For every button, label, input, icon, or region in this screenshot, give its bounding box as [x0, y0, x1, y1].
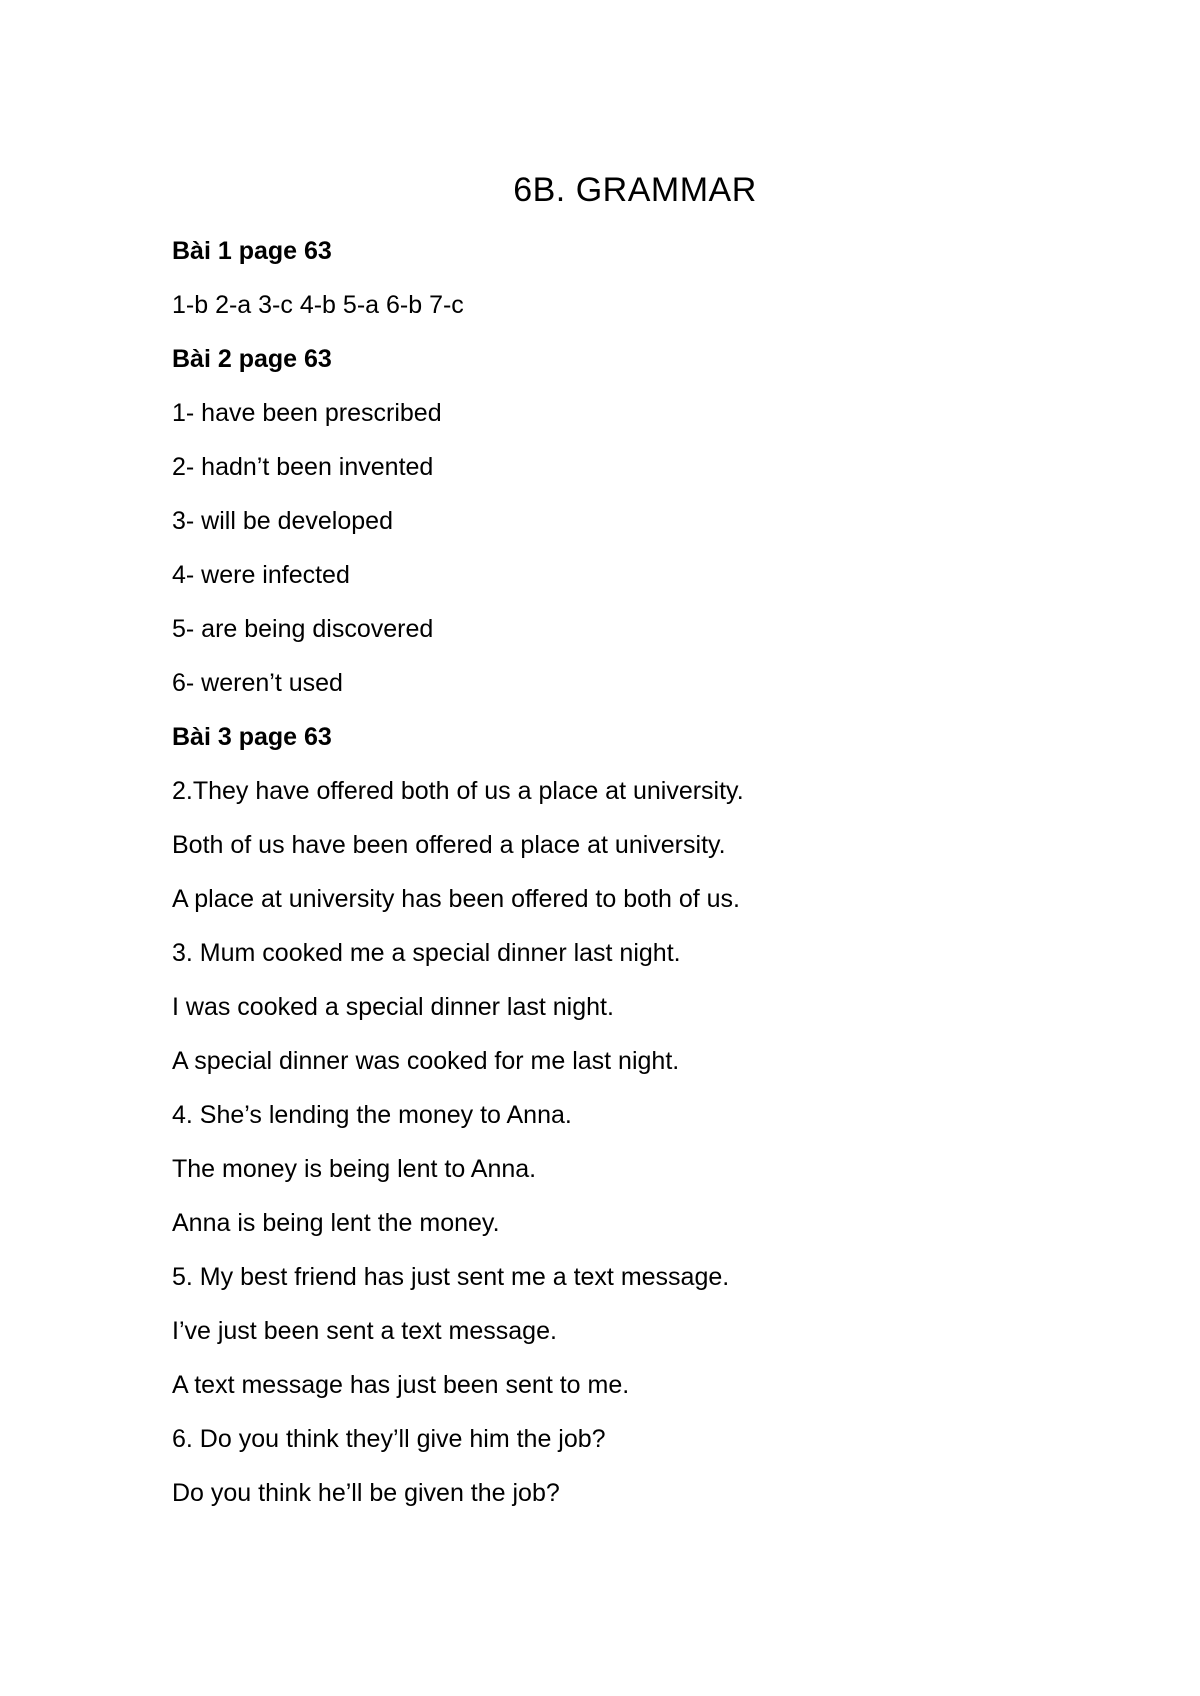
exercise-2-answer: 6- weren’t used [172, 669, 343, 697]
exercise-3-line: A text message has just been sent to me. [172, 1371, 630, 1399]
exercise-3-line: The money is being lent to Anna. [172, 1155, 537, 1183]
exercise-3-line: I was cooked a special dinner last night. [172, 993, 614, 1021]
page-title: 6B. GRAMMAR [513, 171, 757, 209]
exercise-3-line: 4. She’s lending the money to Anna. [172, 1101, 572, 1129]
exercise-3-line: Do you think he’ll be given the job? [172, 1479, 560, 1507]
exercise-3-line: Both of us have been offered a place at university. [172, 831, 726, 859]
exercise-2-answer: 5- are being discovered [172, 615, 434, 643]
exercise-1-answers: 1-b 2-a 3-c 4-b 5-a 6-b 7-c [172, 291, 464, 319]
exercise-1-heading: Bài 1 page 63 [172, 237, 332, 265]
exercise-3-line: 5. My best friend has just sent me a text message. [172, 1263, 730, 1291]
exercise-3-line: I’ve just been sent a text message. [172, 1317, 557, 1345]
exercise-2-answer: 3- will be developed [172, 507, 393, 535]
exercise-3-heading: Bài 3 page 63 [172, 723, 332, 751]
exercise-3-line: A special dinner was cooked for me last night. [172, 1047, 680, 1075]
exercise-2-answer: 4- were infected [172, 561, 350, 589]
exercise-2-heading: Bài 2 page 63 [172, 345, 332, 373]
exercise-3-line: 3. Mum cooked me a special dinner last night. [172, 939, 681, 967]
exercise-3-line: Anna is being lent the money. [172, 1209, 500, 1237]
exercise-2-answer: 1- have been prescribed [172, 399, 442, 427]
exercise-3-line: 6. Do you think they’ll give him the job? [172, 1425, 606, 1453]
exercise-2-answer: 2- hadn’t been invented [172, 453, 434, 481]
exercise-3-line: A place at university has been offered to both of us. [172, 885, 740, 913]
exercise-3-line: 2.They have offered both of us a place at university. [172, 777, 744, 805]
